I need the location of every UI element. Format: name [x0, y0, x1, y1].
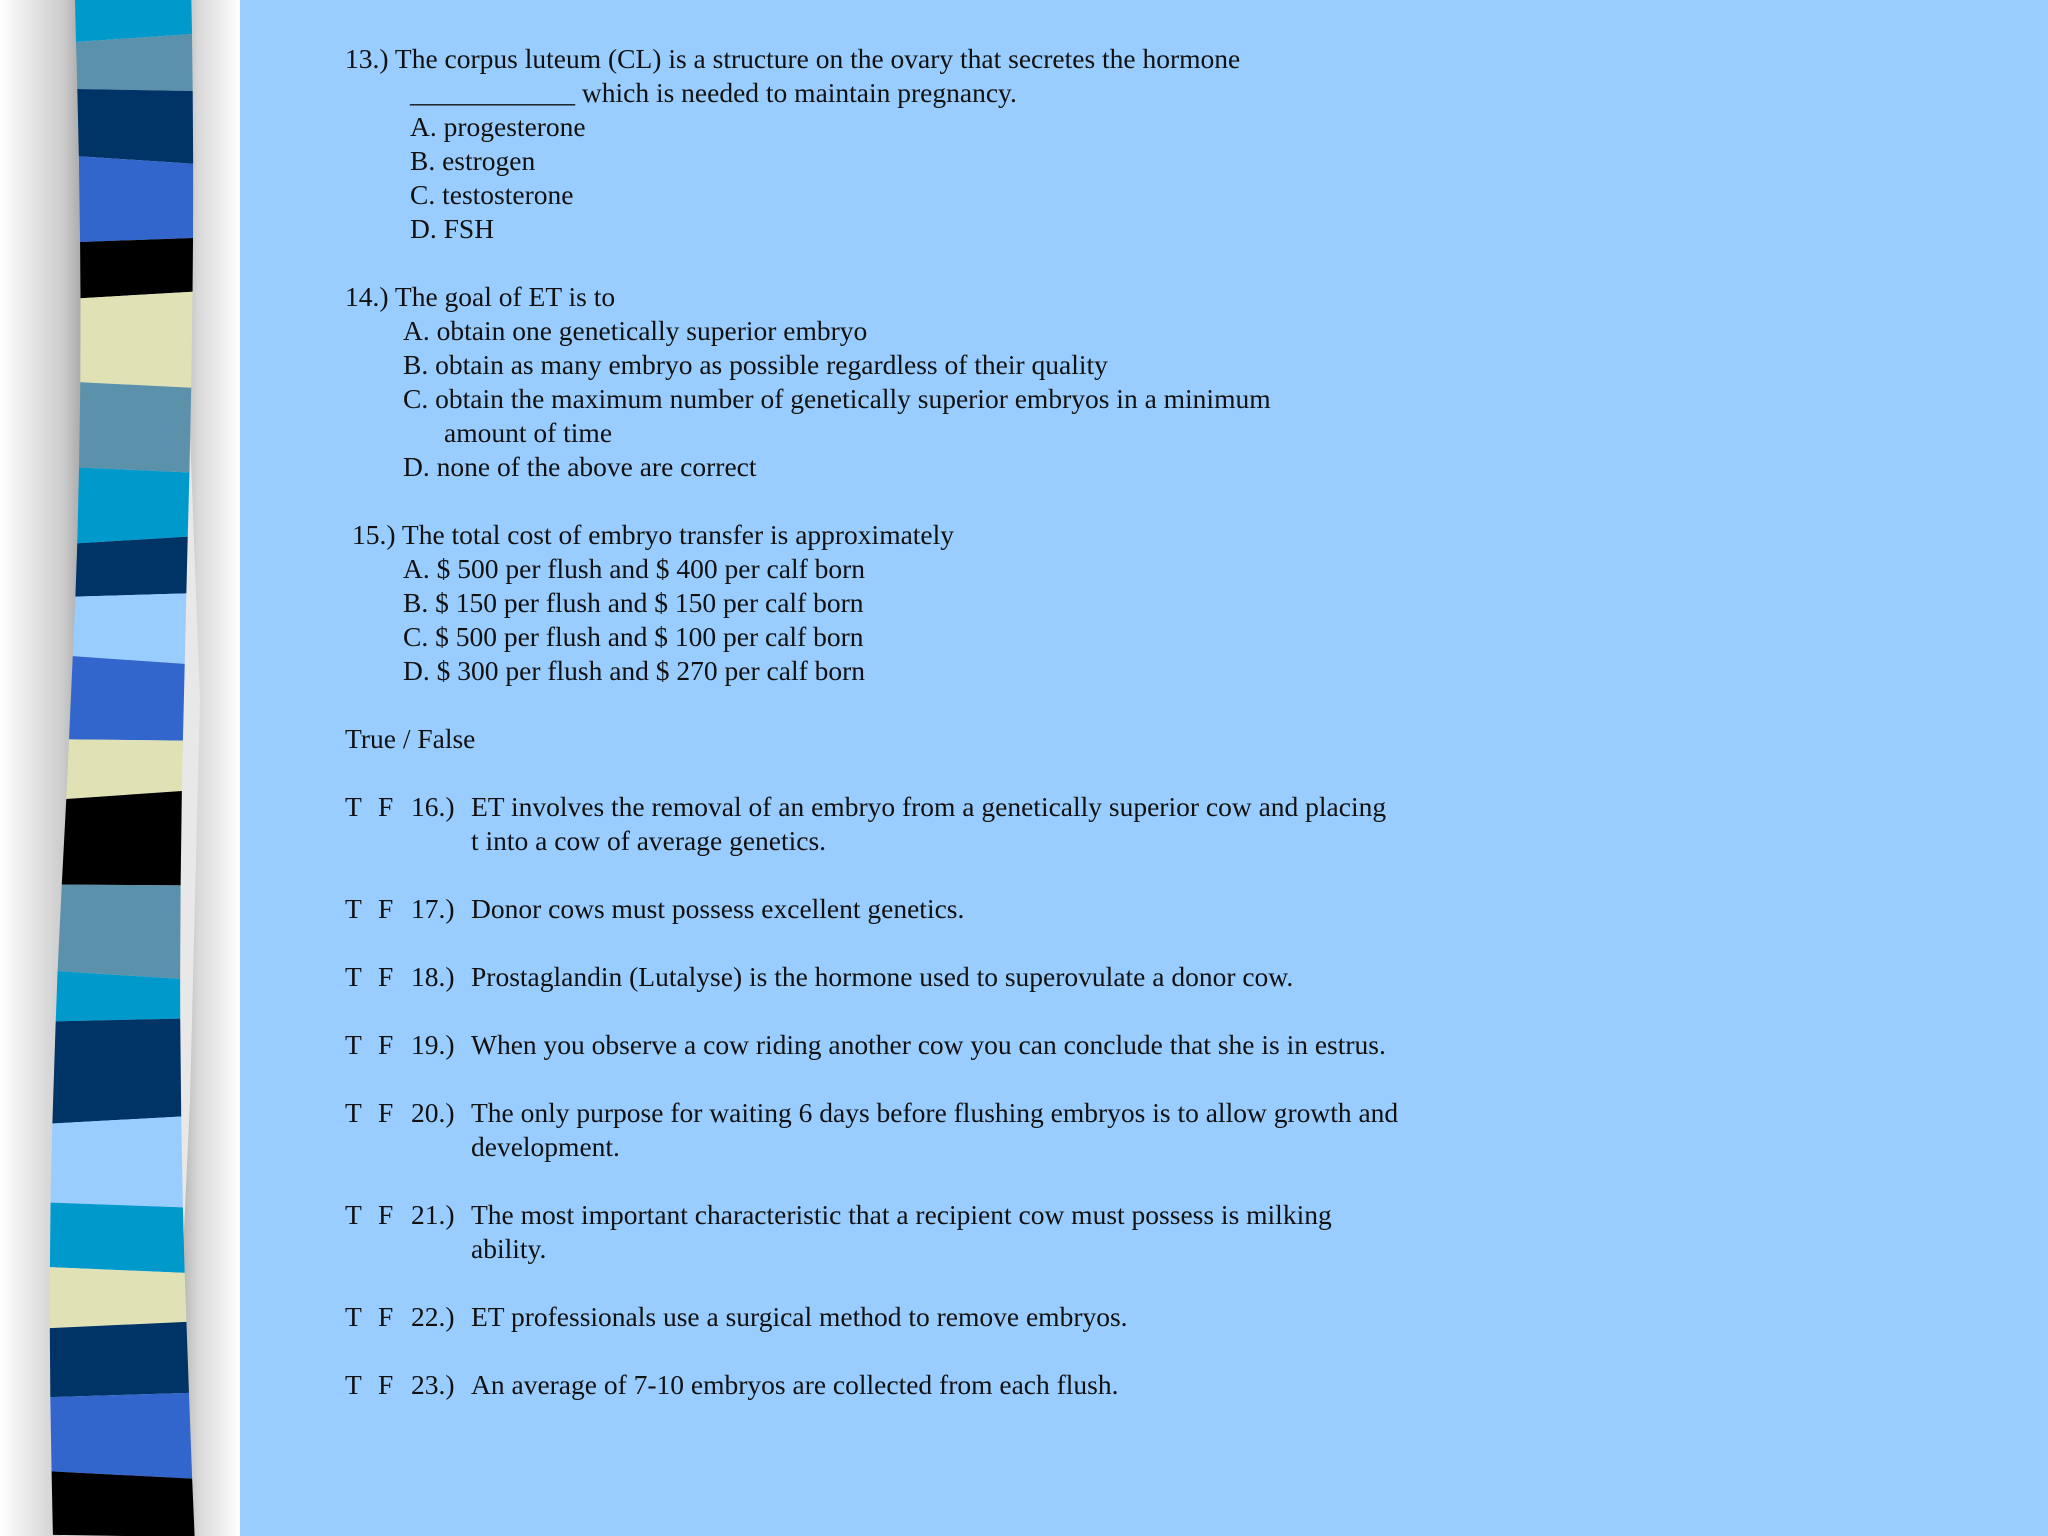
tf-question-16: [345, 790, 1895, 858]
false-mark: F: [378, 1301, 394, 1332]
question-stem-continued: ____________ which is needed to maintain pregnancy.: [410, 77, 1017, 108]
stripe-band: [80, 292, 192, 388]
true-mark: T: [345, 1301, 362, 1332]
true-mark: T: [345, 791, 362, 822]
question-line: An average of 7-10 embryos are collected from each flush.: [471, 1369, 1119, 1400]
question-stem: 14.) The goal of ET is to: [345, 281, 616, 312]
true-mark: T: [345, 1199, 362, 1230]
question-number: 16.): [411, 791, 455, 822]
false-mark: F: [378, 1369, 394, 1400]
true-mark: T: [345, 961, 362, 992]
tf-question-20: [345, 1096, 1895, 1164]
question-number: 23.): [411, 1369, 455, 1400]
question-number: 18.): [411, 961, 455, 992]
true-mark: T: [345, 1029, 362, 1060]
tf-question-23: [345, 1368, 1895, 1402]
stripe-band: [52, 1019, 181, 1124]
stripe-band: [62, 791, 182, 885]
stripe-band: [56, 971, 181, 1021]
true-mark: T: [345, 893, 362, 924]
true-mark: T: [345, 1369, 362, 1400]
question-line: The most important characteristic that a recipient cow must possess is milking: [471, 1199, 1332, 1230]
false-mark: F: [378, 1029, 394, 1060]
answer-option: A. obtain one genetically superior embryo: [403, 315, 868, 346]
stripe-band: [73, 593, 187, 663]
question-stem: 15.) The total cost of embryo transfer is approximately: [352, 519, 955, 550]
stripe-band: [79, 382, 191, 472]
stripe-band: [75, 537, 187, 597]
question-number: 20.): [411, 1097, 455, 1128]
stripe-band: [79, 156, 193, 242]
question-text: [471, 790, 1895, 858]
question-text: [471, 892, 1895, 926]
false-mark: F: [378, 1097, 394, 1128]
answer-option: C. obtain the maximum number of genetically superior embryos in a minimum: [403, 383, 1271, 414]
tf-question-19: [345, 1028, 1895, 1062]
answer-option: D. $ 300 per flush and $ 270 per calf born: [403, 655, 866, 686]
answer-option: C. $ 500 per flush and $ 100 per calf born: [403, 621, 864, 652]
question-line: Donor cows must possess excellent genetics.: [471, 893, 965, 924]
question-13: [345, 42, 1895, 246]
question-number: 17.): [411, 893, 455, 924]
answer-option: A. progesterone: [410, 111, 586, 142]
question-text: [471, 960, 1895, 994]
slide-content: [345, 42, 1895, 1402]
section-heading: True / False: [345, 723, 476, 754]
question-text: [471, 1198, 1895, 1266]
question-stem: 13.) The corpus luteum (CL) is a structure on the ovary that secretes the hormone: [345, 43, 1241, 74]
true-mark: T: [345, 1097, 362, 1128]
false-mark: F: [378, 1199, 394, 1230]
stripe-band: [50, 1393, 192, 1479]
question-line: Prostaglandin (Lutalyse) is the hormone used to superovulate a donor cow.: [471, 961, 1294, 992]
answer-option: C. testosterone: [410, 179, 574, 210]
question-line: t into a cow of average genetics.: [471, 825, 827, 856]
question-line: ability.: [471, 1233, 547, 1264]
stripe-band: [69, 656, 185, 740]
question-line: When you observe a cow riding another cow you can conclude that she is in estrus.: [471, 1029, 1386, 1060]
answer-option: D. none of the above are correct: [403, 451, 757, 482]
question-number: 22.): [411, 1301, 455, 1332]
question-line: The only purpose for waiting 6 days before flushing embryos is to allow growth and: [471, 1097, 1399, 1128]
question-number: 19.): [411, 1029, 455, 1060]
stripe-band: [80, 238, 193, 298]
question-text: [471, 1300, 1895, 1334]
answer-option: D. FSH: [410, 213, 495, 244]
tf-question-22: [345, 1300, 1895, 1334]
stripe-band: [66, 739, 183, 799]
answer-option: B. $ 150 per flush and $ 150 per calf born: [403, 587, 864, 618]
question-number: 21.): [411, 1199, 455, 1230]
tf-question-18: [345, 960, 1895, 994]
tf-question-17: [345, 892, 1895, 926]
stripe-band: [77, 89, 193, 164]
answer-option-continued: amount of time: [444, 417, 613, 448]
stripe-band: [77, 468, 189, 544]
question-14: [345, 280, 1895, 484]
false-mark: F: [378, 893, 394, 924]
stripe-band: [50, 1203, 185, 1273]
decorative-stripe-border: [0, 0, 240, 1536]
tf-question-21: [345, 1198, 1895, 1266]
question-text: [471, 1368, 1895, 1402]
question-line: ET involves the removal of an embryo from a genetically superior cow and placing: [471, 791, 1387, 822]
question-line: development.: [471, 1131, 620, 1162]
question-text: [471, 1028, 1895, 1062]
question-15: [345, 518, 1895, 688]
false-mark: F: [378, 961, 394, 992]
stripe-band: [58, 885, 181, 979]
stripe-pattern: [0, 0, 240, 1536]
answer-option: B. estrogen: [410, 145, 536, 176]
question-line: ET professionals use a surgical method to remove embryos.: [471, 1301, 1128, 1332]
stripe-band: [50, 1267, 187, 1328]
answer-option: A. $ 500 per flush and $ 400 per calf born: [403, 553, 866, 584]
stripe-band: [52, 1471, 195, 1536]
question-text: [471, 1096, 1895, 1164]
stripe-band: [51, 1116, 183, 1207]
false-mark: F: [378, 791, 394, 822]
stripe-band: [50, 1322, 189, 1397]
answer-option: B. obtain as many embryo as possible regardless of their quality: [403, 349, 1108, 380]
stripe-band: [76, 34, 193, 91]
